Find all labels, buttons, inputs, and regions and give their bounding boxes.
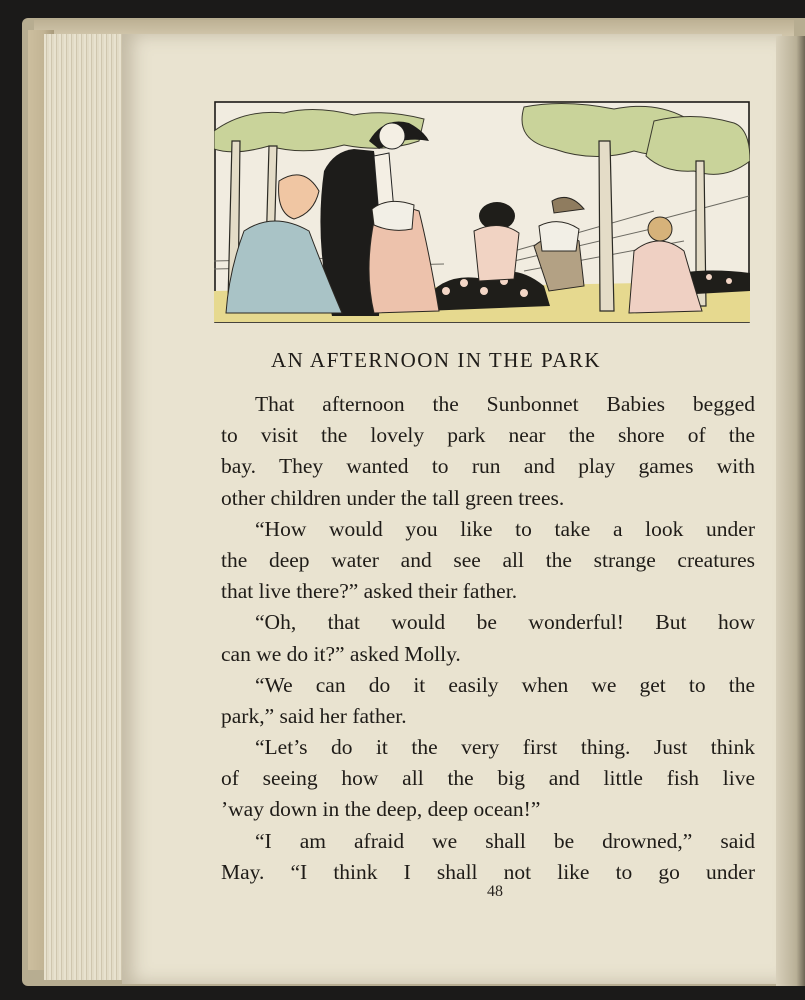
text-line: That afternoon the Sunbonnet Babies begged bbox=[255, 392, 755, 416]
text-line: “How would you like to take a look under bbox=[255, 516, 755, 541]
text-line: that live there?” asked their father. bbox=[221, 579, 518, 604]
text-line: can we do it?” asked Molly. bbox=[221, 641, 461, 666]
text-line: “We can do it easily when we get to the bbox=[255, 672, 755, 697]
page-gutter bbox=[776, 36, 805, 986]
text-line: of seeing how all the big and little fish live bbox=[221, 766, 755, 791]
text-line: “I am afraid we shall be drowned,” said bbox=[255, 828, 755, 853]
chapter-title: AN AFTERNOON IN THE PARK bbox=[271, 348, 602, 372]
text-line: May. “I think I shall not like to go under bbox=[221, 859, 755, 884]
body-text bbox=[221, 389, 755, 888]
text-line: other children under the tall green trees. bbox=[221, 485, 565, 510]
text-line: “Let’s do it the very first thing. Just think bbox=[255, 735, 755, 760]
park-illustration bbox=[214, 101, 750, 323]
text-line: the deep water and see all the strange creatures bbox=[221, 547, 755, 572]
text-line: bay. They wanted to run and play games with bbox=[221, 454, 755, 479]
text-line: “Oh, that would be wonderful! But how bbox=[255, 610, 755, 635]
text-line: ’way down in the deep, deep ocean!” bbox=[221, 797, 541, 822]
text-line: to visit the lovely park near the shore of the bbox=[221, 423, 755, 448]
text-line: park,” said her father. bbox=[221, 703, 407, 728]
park-scene-picture bbox=[214, 101, 750, 323]
page-number: 48 bbox=[487, 883, 503, 900]
